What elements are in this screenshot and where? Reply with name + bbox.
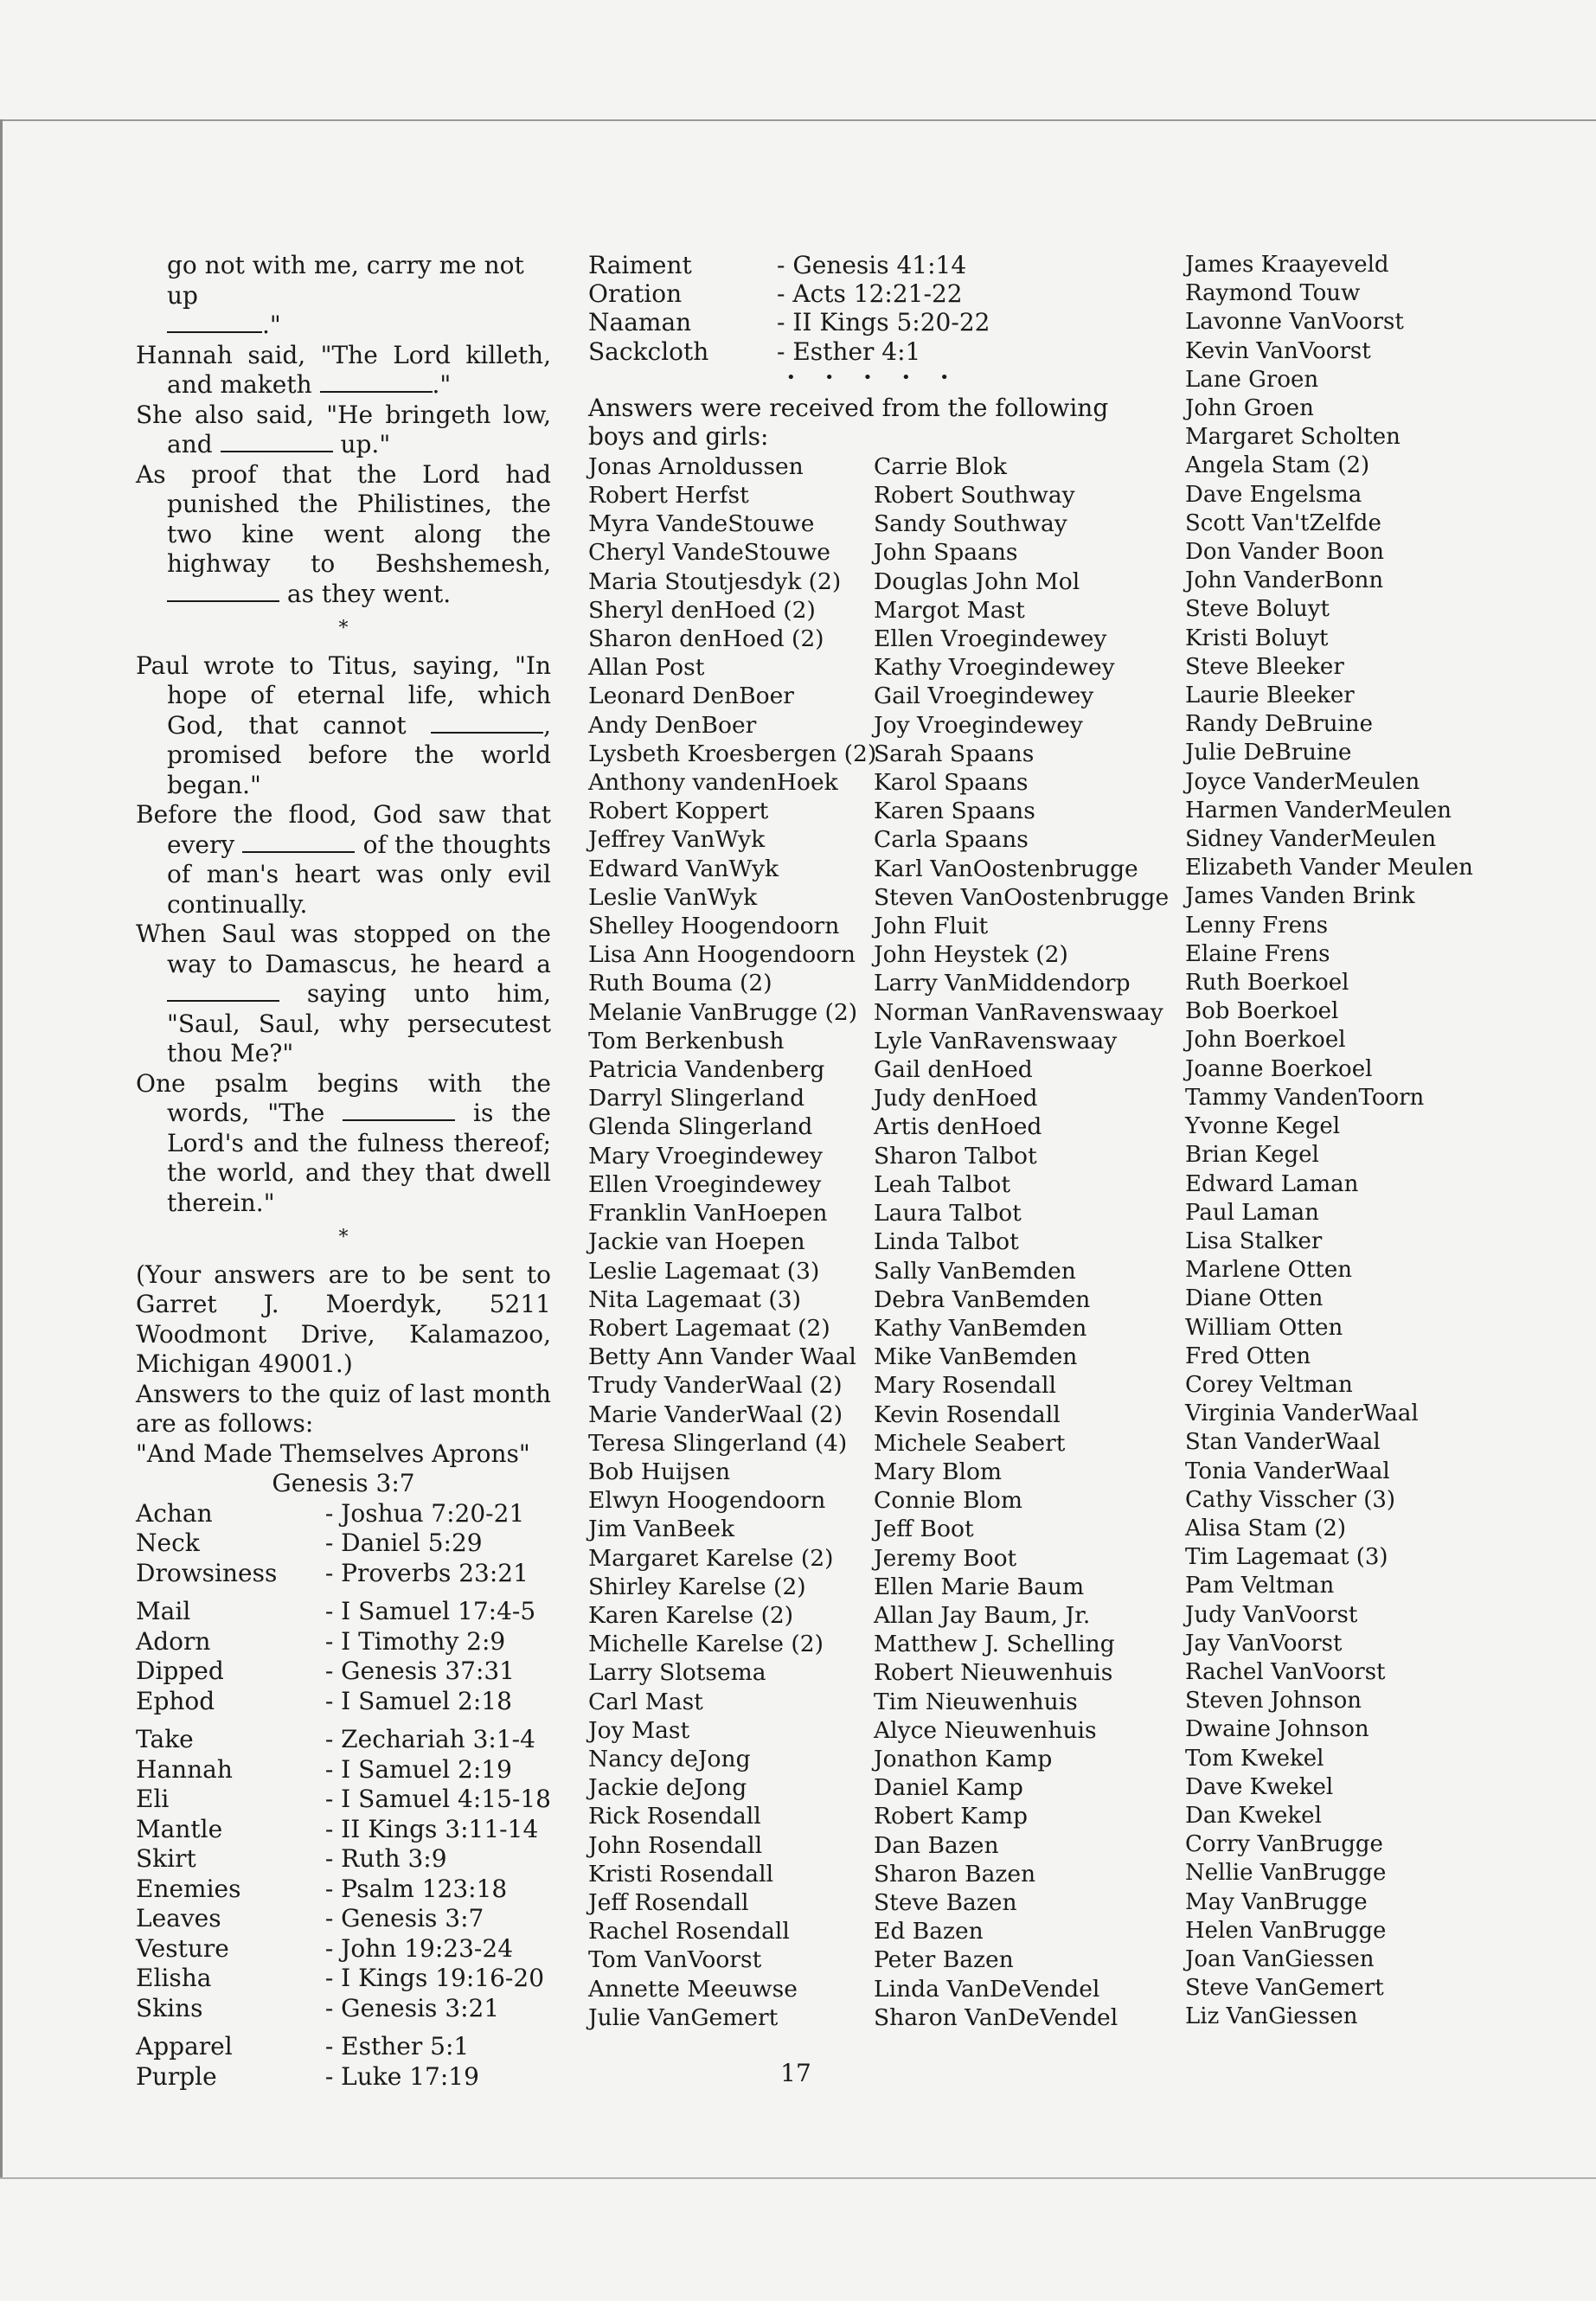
participant-name: Margaret Karelse (2) bbox=[588, 1544, 834, 1572]
participant-name: Mary Vroegindewey bbox=[588, 1142, 823, 1170]
answer-blank bbox=[343, 1118, 455, 1121]
answer-word: Neck bbox=[136, 1529, 200, 1557]
answer-blank bbox=[167, 599, 279, 602]
participant-name: Gail Vroegindewey bbox=[874, 683, 1094, 710]
participant-name: Ruth Boerkoel bbox=[1185, 970, 1349, 997]
participant-name: John Groen bbox=[1185, 395, 1314, 422]
participant-name: Corey Veltman bbox=[1185, 1371, 1353, 1398]
answer-reference: - Joshua 7:20-21 bbox=[324, 1498, 525, 1528]
page-edge-top bbox=[0, 119, 1596, 121]
participant-name: Tom Berkenbush bbox=[588, 1027, 785, 1054]
participant-name: Kathy VanBemden bbox=[874, 1314, 1087, 1342]
answer-blank bbox=[431, 731, 543, 734]
participant-name: Harmen VanderMeulen bbox=[1185, 797, 1452, 824]
participant-name: Linda VanDeVendel bbox=[874, 1975, 1100, 2003]
participant-name: Daniel Kamp bbox=[874, 1774, 1023, 1802]
participant-name: Artis denHoed bbox=[874, 1113, 1042, 1141]
participant-name: Tom VanVoorst bbox=[588, 1946, 762, 1974]
participant-name: Kevin Rosendall bbox=[874, 1400, 1061, 1428]
participant-name: Tonia VanderWaal bbox=[1185, 1458, 1390, 1484]
answer-word: Purple bbox=[136, 2061, 217, 2091]
participant-name: Michelle Karelse (2) bbox=[588, 1631, 824, 1658]
quiz-q2-text: Hannah said, "The Lord killeth, and maketh bbox=[136, 340, 551, 399]
participant-name: Steve Boluyt bbox=[1185, 596, 1330, 623]
participant-name: Jonas Arnoldussen bbox=[588, 452, 804, 480]
participant-name: Kristi Rosendall bbox=[588, 1860, 774, 1888]
quiz-q3-text: She also said, "He bringeth low, and bbox=[136, 400, 551, 458]
answer-row bbox=[136, 1934, 551, 1965]
participant-name: John Heystek (2) bbox=[874, 941, 1068, 969]
participant-name: Robert Nieuwenhuis bbox=[874, 1659, 1113, 1687]
participant-name: Andy DenBoer bbox=[588, 711, 757, 739]
participant-name: Steve Bleeker bbox=[1185, 653, 1344, 680]
answer-reference: - II Kings 5:20-22 bbox=[777, 308, 990, 337]
section-separator-star: * bbox=[338, 1227, 349, 1248]
answer-row bbox=[136, 2032, 551, 2062]
answer-reference: - Proverbs 23:21 bbox=[324, 1558, 529, 1587]
participant-name: Ellen Vroegindewey bbox=[874, 625, 1107, 653]
answer-reference: - Esther 4:1 bbox=[777, 336, 921, 366]
participant-name: Tim Nieuwenhuis bbox=[874, 1688, 1078, 1715]
participant-name: Shelley Hoogendoorn bbox=[588, 913, 840, 940]
answer-reference: - I Samuel 17:4-5 bbox=[324, 1597, 536, 1625]
participant-name: Mike VanBemden bbox=[874, 1343, 1078, 1371]
participant-name: Joy Mast bbox=[588, 1716, 690, 1744]
quiz-q2 bbox=[136, 341, 551, 401]
participant-name: John Fluit bbox=[874, 913, 989, 940]
page-number: 17 bbox=[780, 2059, 811, 2087]
participant-name: Dan Bazen bbox=[874, 1831, 999, 1859]
participant-name: John VanderBonn bbox=[1185, 567, 1384, 594]
quiz-q5 bbox=[136, 651, 551, 801]
participant-name: Peter Bazen bbox=[874, 1946, 1014, 1974]
section-separator-star: * bbox=[338, 618, 349, 639]
answers-intro: Answers to the quiz of last month are as follows: bbox=[136, 1379, 551, 1438]
participant-name: Robert Kamp bbox=[874, 1803, 1028, 1830]
answer-reference: - I Samuel 2:19 bbox=[324, 1754, 512, 1784]
answer-row bbox=[136, 1657, 551, 1687]
answer-word: Elisha bbox=[136, 1964, 212, 1992]
answer-word: Drowsiness bbox=[136, 1558, 278, 1587]
quiz-q3-end: up." bbox=[340, 430, 391, 458]
quiz-q8-end: is the Lord's and the fulness thereof; the world, and they that dwell therein." bbox=[167, 1099, 551, 1217]
quiz-q6 bbox=[136, 800, 551, 920]
answer-word: Skins bbox=[136, 1993, 203, 2022]
answer-row bbox=[136, 1875, 551, 1905]
participant-name: Sally VanBemden bbox=[874, 1257, 1076, 1285]
answer-word: Dipped bbox=[136, 1657, 224, 1685]
participant-name: Annette Meeuwse bbox=[588, 1975, 798, 2003]
answer-blank bbox=[320, 390, 433, 393]
participant-name: Jackie deJong bbox=[588, 1774, 747, 1802]
participant-list-a bbox=[588, 452, 877, 2032]
answer-reference: - John 19:23-24 bbox=[324, 1933, 514, 1963]
quiz-q3 bbox=[136, 401, 551, 460]
participant-name: Douglas John Mol bbox=[874, 567, 1080, 595]
answer-reference: - Luke 17:19 bbox=[324, 2061, 479, 2091]
participant-name: Jeff Rosendall bbox=[588, 1888, 749, 1916]
participant-name: James Vanden Brink bbox=[1185, 883, 1415, 910]
page-edge-left bbox=[0, 119, 3, 2178]
participant-name: Ellen Vroegindewey bbox=[588, 1170, 822, 1198]
participant-name: Lavonne VanVoorst bbox=[1185, 309, 1404, 336]
participant-names-grid bbox=[588, 452, 1170, 2032]
participant-name: Larry Slotsema bbox=[588, 1659, 766, 1687]
participant-name: Jonathon Kamp bbox=[874, 1745, 1053, 1772]
names-column-right bbox=[1185, 251, 1557, 2032]
participant-name: Joanne Boerkoel bbox=[1185, 1055, 1373, 1082]
answer-word: Leaves bbox=[136, 1904, 221, 1932]
answer-reference: - Ruth 3:9 bbox=[324, 1844, 447, 1873]
participant-name: Marie VanderWaal (2) bbox=[588, 1400, 843, 1428]
answer-reference: - I Samuel 2:18 bbox=[324, 1686, 512, 1715]
answer-row bbox=[136, 2062, 551, 2093]
answer-reference: - Genesis 3:7 bbox=[324, 1904, 484, 1932]
participant-name: Michele Seabert bbox=[874, 1429, 1066, 1457]
answer-reference: - Acts 12:21-22 bbox=[777, 279, 963, 309]
participant-name: Shirley Karelse (2) bbox=[588, 1573, 806, 1600]
mailing-instructions: (Your answers are to be sent to Garret J. Moerdyk, 5211 Woodmont Drive, Kalamazoo, Michigan 49001.) bbox=[136, 1259, 551, 1378]
answer-word: Sackcloth bbox=[588, 336, 709, 366]
answer-row bbox=[136, 1815, 551, 1845]
participant-name: Yvonne Kegel bbox=[1185, 1113, 1341, 1140]
answer-blank bbox=[221, 450, 333, 452]
participant-name: Debra VanBemden bbox=[874, 1285, 1091, 1313]
answer-reference: - Genesis 41:14 bbox=[777, 251, 967, 279]
participant-name: Pam Veltman bbox=[1185, 1573, 1335, 1599]
participant-name: Laurie Bleeker bbox=[1185, 683, 1355, 709]
participant-name: Karl VanOostenbrugge bbox=[874, 855, 1138, 882]
participant-name: Rick Rosendall bbox=[588, 1803, 761, 1830]
participant-name: Paul Laman bbox=[1185, 1199, 1319, 1226]
participant-name: Gail denHoed bbox=[874, 1056, 1033, 1084]
quiz-q6-text: Before the flood, God saw that every bbox=[136, 800, 551, 859]
participant-name: Steve Bazen bbox=[874, 1888, 1017, 1916]
participant-name: Ruth Bouma (2) bbox=[588, 970, 772, 997]
participant-name: Don Vander Boon bbox=[1185, 539, 1385, 566]
answer-reference: - Genesis 3:21 bbox=[324, 1993, 500, 2022]
answer-word: Adorn bbox=[136, 1626, 211, 1656]
participant-name: Alyce Nieuwenhuis bbox=[874, 1716, 1097, 1744]
participant-name: Ed Bazen bbox=[874, 1918, 984, 1945]
participant-name: Norman VanRavenswaay bbox=[874, 998, 1163, 1026]
participant-name: Margot Mast bbox=[874, 596, 1025, 624]
last-quiz-reference: Genesis 3:7 bbox=[272, 1469, 415, 1497]
participant-name: Nellie VanBrugge bbox=[1185, 1860, 1387, 1887]
participant-name: Dan Kwekel bbox=[1185, 1802, 1322, 1829]
answer-row bbox=[136, 1597, 551, 1627]
participant-list-b bbox=[874, 452, 1169, 2032]
participant-name: May VanBrugge bbox=[1185, 1888, 1368, 1915]
answer-word: Raiment bbox=[588, 251, 692, 279]
answer-reference: - I Kings 19:16-20 bbox=[324, 1964, 545, 1992]
answer-reference: - Esther 5:1 bbox=[324, 2032, 470, 2061]
participant-name: Tammy VandenToorn bbox=[1185, 1084, 1425, 1111]
participant-name: Leslie VanWyk bbox=[588, 883, 758, 911]
participant-name: Robert Lagemaat (2) bbox=[588, 1314, 830, 1342]
participant-name: Maria Stoutjesdyk (2) bbox=[588, 567, 842, 595]
participant-name: Betty Ann Vander Waal bbox=[588, 1343, 856, 1371]
participant-name: Elizabeth Vander Meulen bbox=[1185, 855, 1473, 881]
participant-name: Marlene Otten bbox=[1185, 1257, 1352, 1284]
participant-name: Dwaine Johnson bbox=[1185, 1716, 1369, 1743]
quiz-q1-end: ." bbox=[262, 311, 281, 339]
answer-row bbox=[136, 1499, 551, 1529]
answer-word: Apparel bbox=[136, 2032, 233, 2061]
answer-row bbox=[136, 1687, 551, 1717]
participant-name: Jackie van Hoepen bbox=[588, 1228, 805, 1256]
answer-group-spacer bbox=[136, 2023, 551, 2032]
participant-name: Judy denHoed bbox=[874, 1085, 1038, 1112]
participant-name: Teresa Slingerland (4) bbox=[588, 1429, 848, 1457]
participant-name: Corry VanBrugge bbox=[1185, 1831, 1383, 1858]
answer-key-continued bbox=[588, 251, 1159, 366]
answer-word: Hannah bbox=[136, 1754, 233, 1784]
participant-name: William Otten bbox=[1185, 1314, 1343, 1341]
quiz-q4 bbox=[136, 460, 551, 610]
participant-name: Robert Herfst bbox=[588, 482, 749, 510]
participant-name: Franklin VanHoepen bbox=[588, 1200, 828, 1227]
participant-name: Sandy Southway bbox=[874, 510, 1067, 538]
answer-word: Mantle bbox=[136, 1814, 223, 1843]
participant-name: Leslie Lagemaat (3) bbox=[588, 1257, 820, 1285]
answer-row bbox=[136, 1529, 551, 1559]
participant-name: Trudy VanderWaal (2) bbox=[588, 1372, 843, 1400]
participant-name: Bob Boerkoel bbox=[1185, 998, 1339, 1025]
participant-name: Cheryl VandeStouwe bbox=[588, 539, 830, 567]
participant-name: Kevin VanVoorst bbox=[1185, 337, 1371, 364]
participant-name: Alisa Stam (2) bbox=[1185, 1515, 1347, 1541]
quiz-q8-text: One psalm begins with the words, "The bbox=[136, 1068, 551, 1127]
quiz-q7 bbox=[136, 920, 551, 1069]
participant-name: Diane Otten bbox=[1185, 1285, 1324, 1312]
answer-word: Oration bbox=[588, 279, 683, 309]
answer-row bbox=[136, 1844, 551, 1875]
participant-name: Patricia Vandenberg bbox=[588, 1056, 825, 1084]
received-intro: Answers were received from the following boys and girls: bbox=[588, 393, 1109, 451]
answer-group-spacer bbox=[136, 1716, 551, 1725]
participant-name: Jeff Boot bbox=[874, 1516, 974, 1543]
participant-name: Steven VanOostenbrugge bbox=[874, 883, 1170, 911]
participant-name: Linda Talbot bbox=[874, 1228, 1019, 1256]
participant-name: Robert Southway bbox=[874, 482, 1075, 510]
answer-word: Vesture bbox=[136, 1933, 229, 1963]
page-edge-bottom bbox=[0, 2177, 1596, 2179]
participant-name: James Kraayeveld bbox=[1185, 252, 1389, 278]
participant-name: Dave Engelsma bbox=[1185, 481, 1362, 508]
answer-word: Take bbox=[136, 1725, 194, 1753]
participant-name: Cathy Visscher (3) bbox=[1185, 1486, 1396, 1513]
participant-name: Helen VanBrugge bbox=[1185, 1917, 1387, 1944]
participant-list-c bbox=[1185, 251, 1557, 2032]
names-column-middle bbox=[588, 251, 1170, 2032]
answer-reference: - Genesis 37:31 bbox=[324, 1657, 515, 1685]
quiz-q5-end: , promised before the world began." bbox=[167, 710, 551, 799]
quiz-q1-text: go not with me, carry me not up bbox=[167, 251, 524, 310]
participant-name: Stan VanderWaal bbox=[1185, 1429, 1381, 1456]
quiz-q4-end: as they went. bbox=[286, 579, 452, 608]
participant-name: Liz VanGiessen bbox=[1185, 2003, 1358, 2030]
participant-name: Lysbeth Kroesbergen (2) bbox=[588, 740, 877, 767]
participant-name: Jay VanVoorst bbox=[1185, 1630, 1343, 1657]
participant-name: Scott Van'tZelfde bbox=[1185, 510, 1381, 536]
participant-name: Angela Stam (2) bbox=[1185, 452, 1370, 479]
answer-row bbox=[136, 1904, 551, 1934]
participant-name: Lisa Stalker bbox=[1185, 1227, 1323, 1254]
answer-reference: - Psalm 123:18 bbox=[324, 1874, 508, 1903]
participant-name: Randy DeBruine bbox=[1185, 711, 1373, 738]
participant-name: Sharon denHoed (2) bbox=[588, 625, 824, 653]
participant-name: Leonard DenBoer bbox=[588, 683, 794, 710]
participant-name: Sidney VanderMeulen bbox=[1185, 826, 1437, 853]
answer-blank bbox=[242, 850, 355, 853]
quiz-q5-text: Paul wrote to Titus, saying, "In hope of eternal life, which God, that cannot bbox=[136, 651, 551, 740]
participant-name: Mary Rosendall bbox=[874, 1372, 1056, 1400]
participant-name: Tom Kwekel bbox=[1185, 1745, 1324, 1772]
participant-name: Bob Huijsen bbox=[588, 1458, 731, 1485]
participant-name: Lane Groen bbox=[1185, 366, 1319, 393]
participant-name: Anthony vandenHoek bbox=[588, 769, 838, 797]
participant-name: Edward VanWyk bbox=[588, 855, 779, 882]
participant-name: Carla Spaans bbox=[874, 826, 1029, 854]
participant-name: Ellen Marie Baum bbox=[874, 1573, 1085, 1600]
participant-name: Fred Otten bbox=[1185, 1343, 1311, 1369]
answer-reference: - Zechariah 3:1-4 bbox=[324, 1725, 535, 1753]
participant-name: Lyle VanRavenswaay bbox=[874, 1027, 1118, 1054]
participant-name: Brian Kegel bbox=[1185, 1142, 1319, 1169]
participant-name: Allan Jay Baum, Jr. bbox=[874, 1601, 1091, 1629]
answer-reference: - I Samuel 4:15-18 bbox=[324, 1785, 551, 1813]
participant-name: Melanie VanBrugge (2) bbox=[588, 998, 858, 1026]
answer-row bbox=[136, 1994, 551, 2024]
participant-name: Virginia VanderWaal bbox=[1185, 1400, 1419, 1427]
answer-blank bbox=[167, 330, 262, 333]
participant-name: Tim Lagemaat (3) bbox=[1185, 1544, 1388, 1571]
participant-name: Connie Blom bbox=[874, 1487, 1022, 1515]
participant-name: Matthew J. Schelling bbox=[874, 1631, 1115, 1658]
answer-word: Achan bbox=[136, 1498, 213, 1528]
participant-name: Sheryl denHoed (2) bbox=[588, 596, 816, 624]
participant-name: Edward Laman bbox=[1185, 1170, 1359, 1197]
quiz-q1 bbox=[136, 251, 551, 341]
participant-name: Joyce VanderMeulen bbox=[1185, 768, 1420, 795]
quiz-q4-text: As proof that the Lord had punished the Philistines, the two kine went along the highway to Beshshemesh, bbox=[136, 459, 551, 578]
participant-name: Julie VanGemert bbox=[588, 2003, 779, 2031]
participant-name: Sharon VanDeVendel bbox=[874, 2003, 1118, 2031]
participant-name: Raymond Touw bbox=[1185, 280, 1361, 307]
participant-name: Larry VanMiddendorp bbox=[874, 970, 1131, 997]
participant-name: Elaine Frens bbox=[1185, 940, 1330, 967]
participant-name: Sarah Spaans bbox=[874, 740, 1035, 767]
participant-name: Myra VandeStouwe bbox=[588, 510, 815, 538]
quiz-q2-end: ." bbox=[432, 370, 452, 399]
answer-word: Mail bbox=[136, 1597, 191, 1625]
answer-reference: - I Timothy 2:9 bbox=[324, 1626, 506, 1656]
participant-name: Rachel Rosendall bbox=[588, 1918, 790, 1945]
participant-name: Carl Mast bbox=[588, 1688, 703, 1715]
participant-name: Karen Spaans bbox=[874, 798, 1035, 825]
participant-name: Allan Post bbox=[588, 654, 705, 682]
quiz-q7-text: When Saul was stopped on the way to Damascus, he heard a bbox=[136, 920, 551, 978]
participant-name: Darryl Slingerland bbox=[588, 1085, 805, 1112]
answer-key-table bbox=[136, 1499, 551, 2093]
answer-group-spacer bbox=[136, 1588, 551, 1597]
quiz-q7-end: saying unto him, "Saul, Saul, why persecutest thou Me?" bbox=[167, 979, 551, 1067]
participant-name: John Spaans bbox=[874, 539, 1018, 567]
participant-name: Kristi Boluyt bbox=[1185, 625, 1329, 651]
participant-name: Joy Vroegindewey bbox=[874, 711, 1083, 739]
participant-name: Rachel VanVoorst bbox=[1185, 1658, 1386, 1685]
participant-name: Judy VanVoorst bbox=[1185, 1601, 1358, 1628]
participant-name: Elwyn Hoogendoorn bbox=[588, 1487, 826, 1515]
participant-name: Julie DeBruine bbox=[1185, 740, 1352, 766]
participant-name: Karen Karelse (2) bbox=[588, 1601, 794, 1629]
answer-row bbox=[136, 1627, 551, 1657]
participant-name: Lenny Frens bbox=[1185, 912, 1329, 939]
participant-name: Laura Talbot bbox=[874, 1200, 1022, 1227]
participant-name: Jeremy Boot bbox=[874, 1544, 1017, 1572]
participant-name: Steve VanGemert bbox=[1185, 1975, 1384, 2002]
answer-word: Ephod bbox=[136, 1686, 215, 1715]
answer-word: Naaman bbox=[588, 308, 692, 337]
participant-name: Jeffrey VanWyk bbox=[588, 826, 766, 854]
participant-name: Nancy deJong bbox=[588, 1745, 751, 1772]
participant-name: John Rosendall bbox=[588, 1831, 763, 1859]
answer-word: Eli bbox=[136, 1785, 170, 1813]
answer-reference: - II Kings 3:11-14 bbox=[324, 1814, 539, 1843]
participant-name: Dave Kwekel bbox=[1185, 1773, 1334, 1800]
participant-name: Sharon Bazen bbox=[874, 1860, 1036, 1888]
quiz-q6-end: of the thoughts of man's heart was only evil continually. bbox=[167, 830, 551, 919]
participant-name: Karol Spaans bbox=[874, 769, 1029, 797]
dots-separator: • • • • • bbox=[786, 368, 961, 387]
quiz-q8 bbox=[136, 1069, 551, 1219]
participant-name: Kathy Vroegindewey bbox=[874, 654, 1115, 682]
participant-name: Lisa Ann Hoogendoorn bbox=[588, 941, 856, 969]
participant-name: Steven Johnson bbox=[1185, 1688, 1362, 1715]
answer-reference: - Daniel 5:29 bbox=[324, 1529, 483, 1557]
participant-name: Robert Koppert bbox=[588, 798, 769, 825]
participant-name: Margaret Scholten bbox=[1185, 424, 1401, 451]
answer-row bbox=[136, 1559, 551, 1589]
quiz-column bbox=[136, 251, 551, 2092]
participant-name: Jim VanBeek bbox=[588, 1516, 735, 1543]
last-quiz-title: "And Made Themselves Aprons" bbox=[136, 1439, 530, 1468]
participant-name: Joan VanGiessen bbox=[1185, 1945, 1375, 1972]
participant-name: Mary Blom bbox=[874, 1458, 1003, 1485]
answer-blank bbox=[167, 999, 279, 1002]
answer-row bbox=[136, 1725, 551, 1755]
answer-row bbox=[136, 1755, 551, 1785]
answer-word: Enemies bbox=[136, 1874, 241, 1903]
participant-name: John Boerkoel bbox=[1185, 1027, 1346, 1054]
participant-name: Nita Lagemaat (3) bbox=[588, 1285, 801, 1313]
answer-row bbox=[136, 1964, 551, 1994]
participant-name: Sharon Talbot bbox=[874, 1142, 1037, 1170]
participant-name: Glenda Slingerland bbox=[588, 1113, 813, 1141]
participant-name: Leah Talbot bbox=[874, 1170, 1011, 1198]
participant-name: Carrie Blok bbox=[874, 452, 1007, 480]
answer-word: Skirt bbox=[136, 1844, 196, 1873]
answer-row bbox=[136, 1785, 551, 1815]
